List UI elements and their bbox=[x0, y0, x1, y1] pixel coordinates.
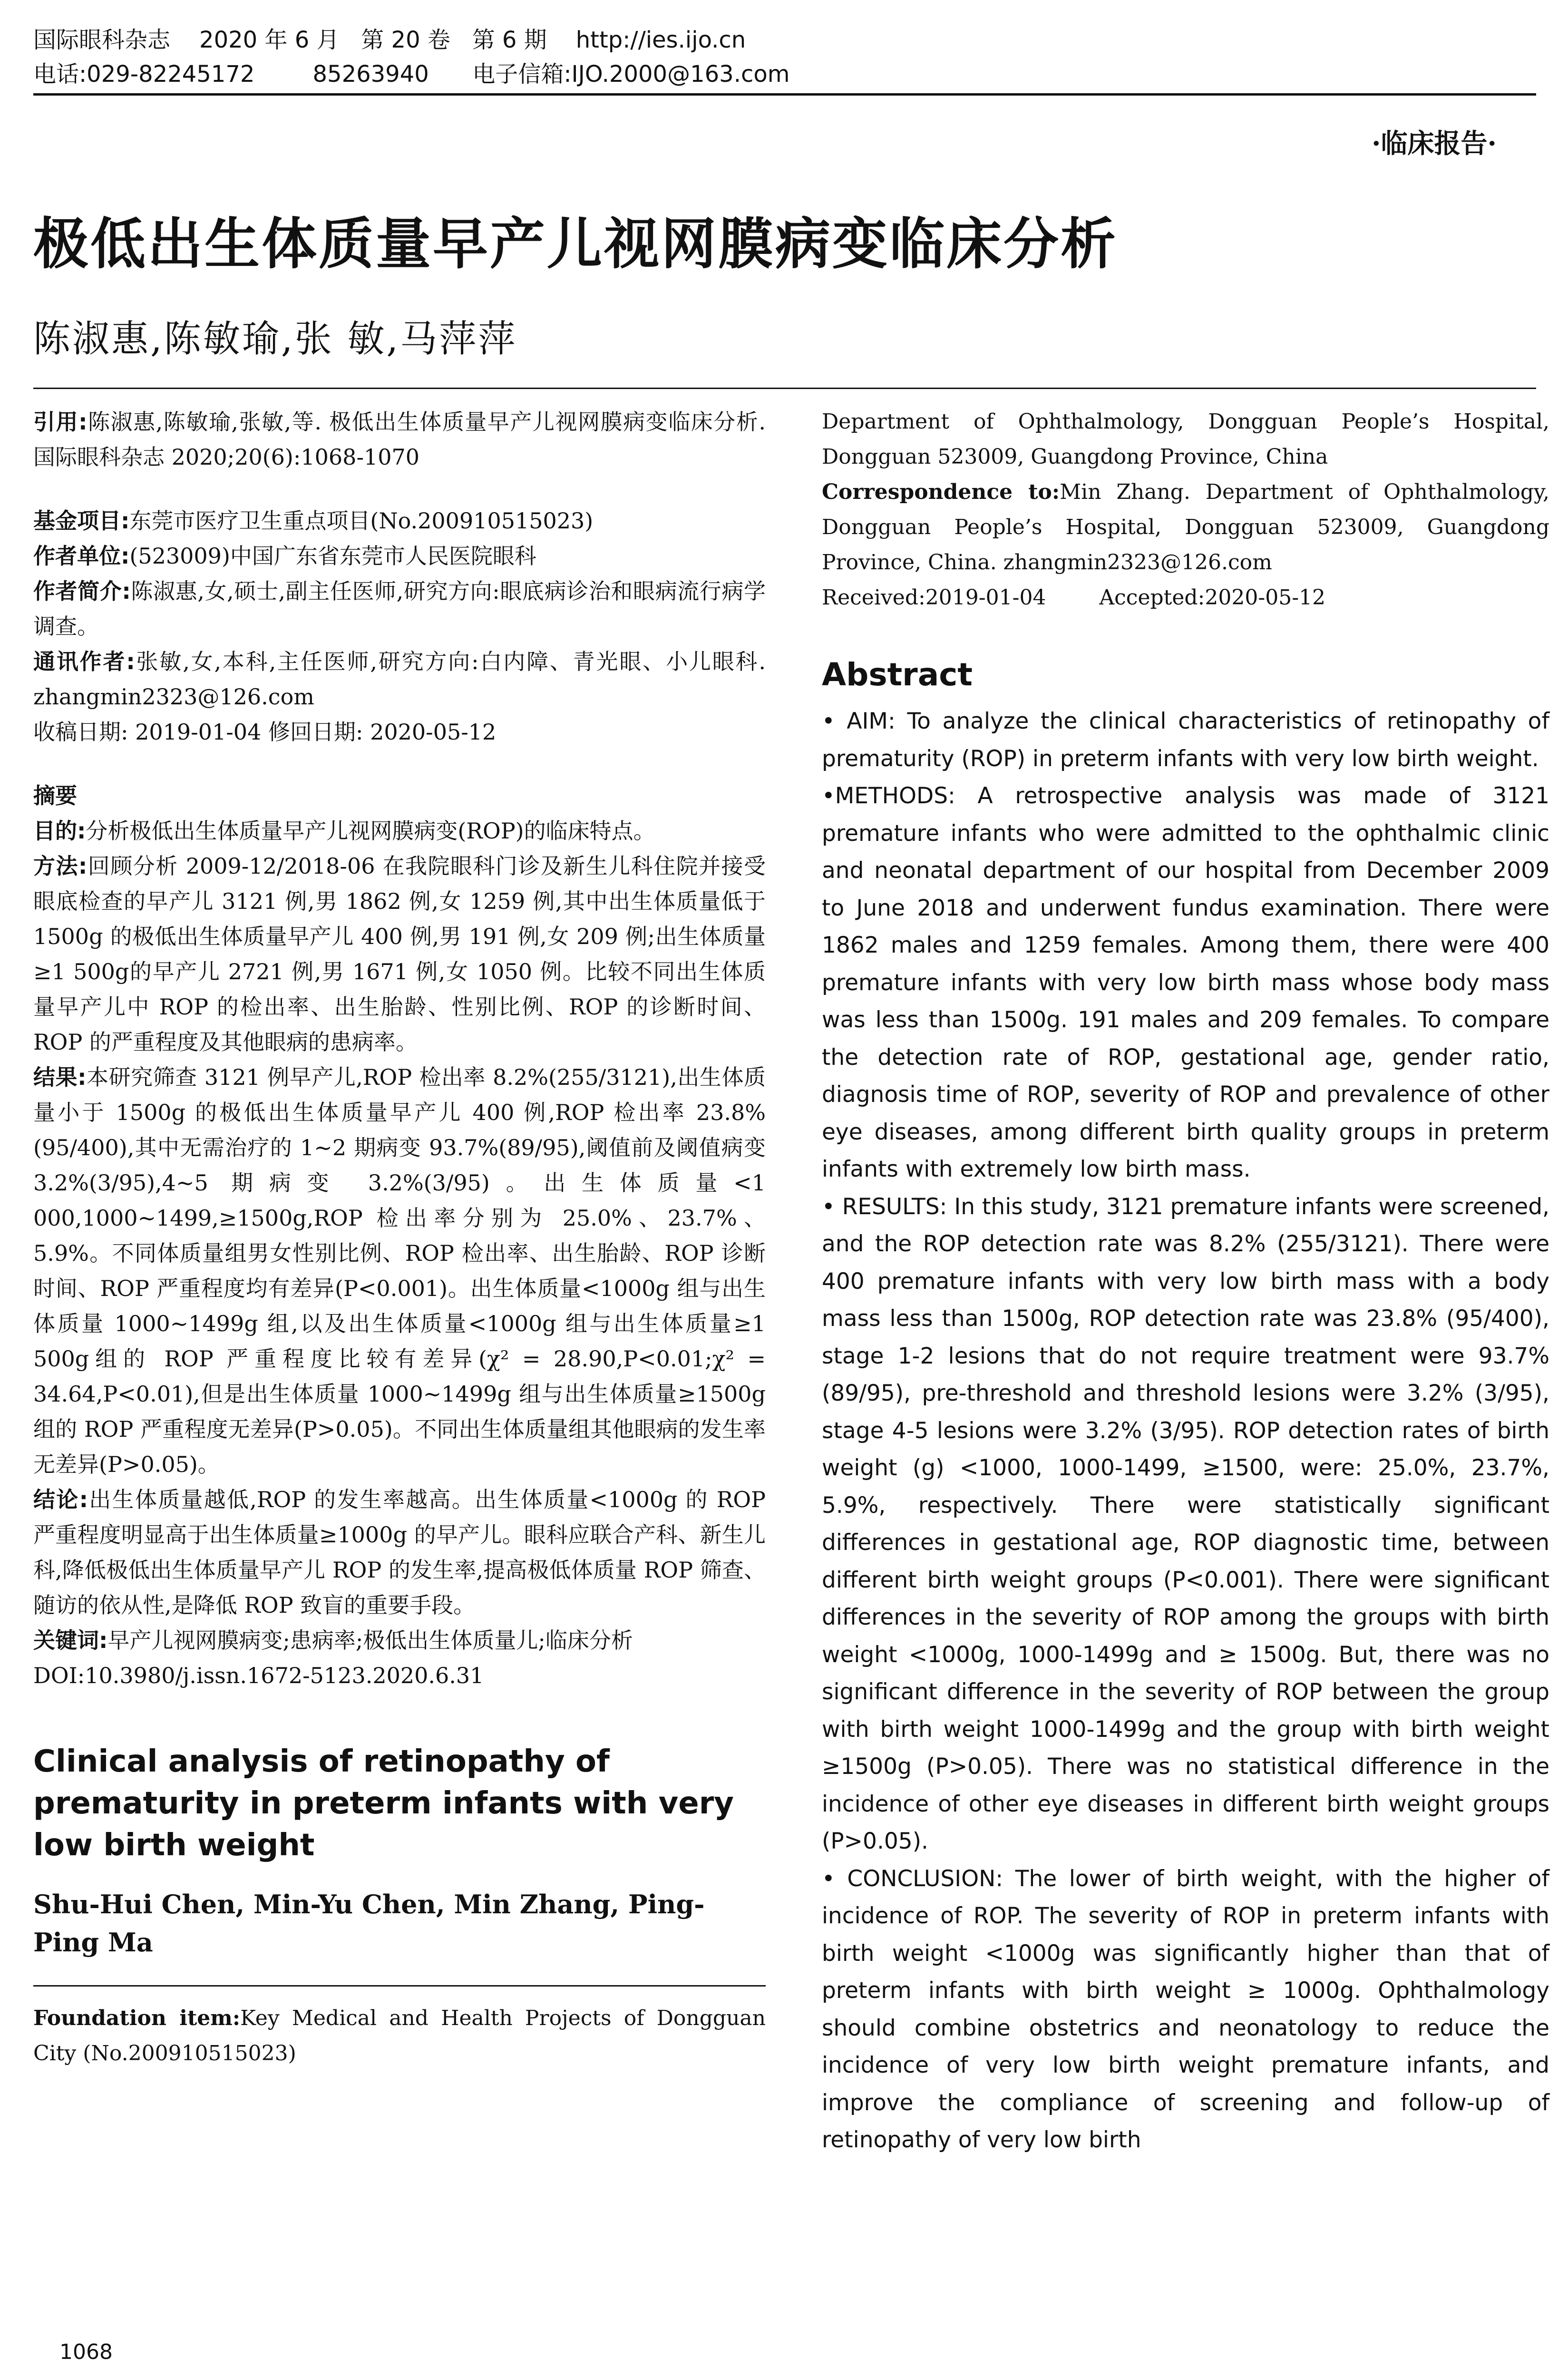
abstract-aim-cn bbox=[33, 813, 766, 848]
received-dates-en: Received:2019-01-04 Accepted:2020-05-12 bbox=[822, 585, 1326, 610]
header-line-1: 国际眼科杂志 2020 年 6 月 第 20 卷 第 6 期 http://ies.ijo.cn bbox=[33, 27, 746, 53]
abstract-text: 出生体质量越低,ROP 的发生率越高。出生体质量<1000g 的 ROP 严重程度明显高于出生体质量≥1000g 的早产儿。眼科应联合产科、新生儿科,降低极低出生体质量早产儿 ROP 的发生率,提高极低体质量 ROP 筛查、随访的依从性,是降低 ROP 致盲的重要手段。 bbox=[33, 1487, 766, 1618]
abstract-methods-en: •METHODS: A retrospective analysis was made of 3121 premature infants who were admitted to the ophthalmic clinic and neonatal department of our hospital from December 2009 to June 2018 and underwent fundus examination. There were 1862 males and 1259 females. Among them, there were 400 premature infants with very low birth mass whose body mass was less than 1500g. 191 males and 209 females. To compare the detection rate of ROP, gestational age, gender ratio, diagnosis time of ROP, severity of ROP and prevalence of other eye diseases, among different birth quality groups in preterm infants with extremely low birth mass. bbox=[822, 783, 1549, 1182]
page-number: 1068 bbox=[59, 2340, 113, 2364]
foundation-label: Foundation item: bbox=[33, 2006, 241, 2030]
meta-text: 陈淑惠,女,硕士,副主任医师,研究方向:眼底病诊治和眼病流行病学调查。 bbox=[33, 578, 766, 639]
received-dates-cn: 收稿日期: 2019-01-04 修回日期: 2020-05-12 bbox=[33, 719, 497, 745]
meta-affiliation bbox=[33, 538, 766, 574]
abstract-heading-text: 摘要 bbox=[33, 783, 77, 809]
abstract-label: 方法: bbox=[33, 853, 88, 879]
authors-cn: 陈淑惠,陈敏瑜,张 敏,马萍萍 bbox=[33, 318, 517, 360]
abstract-label: 关键词: bbox=[33, 1627, 108, 1653]
right-column bbox=[822, 404, 1549, 2159]
meta-label: 作者简介: bbox=[33, 578, 131, 604]
abstract-results-cn bbox=[33, 1060, 766, 1482]
meta-label: 基金项目: bbox=[33, 508, 130, 534]
journal-header bbox=[33, 23, 1531, 91]
header-line-2: 电话:029-82245172 85263940 电子信箱:IJO.2000@163.com bbox=[33, 61, 790, 88]
meta-text: 东莞市医疗卫生重点项目(No.200910515023) bbox=[129, 508, 594, 534]
abstract-label: 结论: bbox=[33, 1487, 88, 1512]
foundation-item bbox=[33, 2001, 766, 2071]
abstract-results-en: • RESULTS: In this study, 3121 premature infants were screened, and the ROP detection rate was 8.2% (255/3121). There were 400 premature infants with very low birth mass with a body mass less than 1500g, ROP detection rate was 23.8% (95/400), stage 1-2 lesions that do not require treatment were 93.7% (89/95), pre-threshold and threshold lesions were 3.2% (3/95), stage 4-5 lesions were 3.2% (3/95). ROP detection rates of birth weight (g) <1000, 1000-1499, ≥1500, were: 25.0%, 23.7%, 5.9%, respectively. There were statistically significant differences in gestational age, ROP diagnostic time, between different birth weight groups (P<0.001). There were significant differences in the severity of ROP among the groups with birth weight <1000g, 1000-1499g and ≥ 1500g. But, there was no significant difference in the severity of ROP between the group with birth weight 1000-1499g and the group with birth weight ≥1500g (P>0.05). There was no statistical difference in the incidence of other eye diseases in different birth weight groups (P>0.05). bbox=[822, 1193, 1549, 1854]
left-column bbox=[33, 404, 766, 2071]
abstract-text: 回顾分析 2009-12/2018-06 在我院眼科门诊及新生儿科住院并接受眼底检查的早产儿 3121 例,男 1862 例,女 1259 例,其中出生体质量低于 1500g 的极低出生体质量早产儿 400 例,男 191 例,女 209 例;出生体质量≥1 500g的早产儿 2721 例,男 1671 例,女 1050 例。比较不同出生体质量早产儿中 ROP 的检出率、出生胎龄、性别比例、ROP 的诊断时间、ROP 的严重程度及其他眼病的患病率。 bbox=[33, 853, 766, 1055]
meta-label: 通讯作者: bbox=[33, 649, 135, 674]
meta-text: 张敏,女,本科,主任医师,研究方向:白内障、青光眼、小儿眼科. zhangmin2323@126.com bbox=[33, 649, 766, 710]
footnote-rule bbox=[33, 1985, 766, 1987]
abstract-heading-en: Abstract bbox=[822, 656, 973, 693]
abstract-label: 目的: bbox=[33, 818, 86, 844]
abstract-aim-en: • AIM: To analyze the clinical characteristics of retinopathy of prematurity (ROP) in preterm infants with very low birth weight. bbox=[822, 708, 1549, 772]
abstract-label: 结果: bbox=[33, 1064, 87, 1090]
abstract-methods-cn bbox=[33, 848, 766, 1060]
abstract-conclusion-cn bbox=[33, 1482, 766, 1623]
correspondence-label: Correspondence to: bbox=[822, 480, 1060, 504]
foundation-text: Key Medical and Health Projects of Dongguan City (No.200910515023) bbox=[33, 2006, 766, 2065]
article-title-en: Clinical analysis of retinopathy of prematurity in preterm infants with very low birth weight bbox=[33, 1744, 734, 1863]
correspondence-en bbox=[822, 475, 1549, 580]
header-rule bbox=[33, 93, 1536, 96]
meta-author-bio bbox=[33, 574, 766, 644]
meta-funding bbox=[33, 503, 766, 538]
meta-label: 作者单位: bbox=[33, 543, 130, 569]
department-en: Department of Ophthalmology, Dongguan People’s Hospital, Dongguan 523009, Guangdong Province, China bbox=[822, 409, 1549, 469]
correspondence-text: Min Zhang. Department of Ophthalmology, Dongguan People’s Hospital, Dongguan 523009, Guangdong Province, China. zhangmin2323@126.com bbox=[822, 480, 1549, 575]
keywords-cn bbox=[33, 1623, 766, 1658]
section-label: ·临床报告· bbox=[1372, 128, 1497, 159]
citation bbox=[33, 404, 766, 475]
abstract-heading-cn bbox=[33, 778, 766, 813]
article-title-cn: 极低出生体质量早产儿视网膜病变临床分析 bbox=[33, 212, 1118, 276]
authors-en: Shu-Hui Chen, Min-Yu Chen, Min Zhang, Ping-Ping Ma bbox=[33, 1889, 705, 1958]
abstract-text: 早产儿视网膜病变;患病率;极低出生体质量儿;临床分析 bbox=[107, 1627, 633, 1653]
abstract-text: 分析极低出生体质量早产儿视网膜病变(ROP)的临床特点。 bbox=[86, 818, 655, 844]
meta-correspondence bbox=[33, 644, 766, 714]
meta-text: (523009)中国广东省东莞市人民医院眼科 bbox=[129, 543, 536, 569]
citation-label: 引用: bbox=[33, 409, 88, 435]
citation-text: 陈淑惠,陈敏瑜,张敏,等. 极低出生体质量早产儿视网膜病变临床分析. 国际眼科杂志 2020;20(6):1068-1070 bbox=[33, 409, 766, 470]
title-rule bbox=[33, 388, 1536, 389]
abstract-text: 本研究筛查 3121 例早产儿,ROP 检出率 8.2%(255/3121),出生体质量小于 1500g 的极低出生体质量早产儿 400 例,ROP 检出率 23.8%(95/400),其中无需治疗的 1~2 期病变 93.7%(89/95),阈值前及阈值病变 3.2%(3/95),4~5 期病变 3.2%(3/95)。出生体质量<1 000,1000~1499,≥1500g,ROP 检出率分别为 25.0%、23.7%、5.9%。不同体质量组男女性别比例、ROP 检出率、出生胎龄、ROP 诊断时间、ROP 严重程度均有差异(P<0.001)。出生体质量<1000g 组与出生体质量 1000~1499g 组,以及出生体质量<1000g 组与出生体质量≥1 500g组的 ROP 严重程度比较有差异(χ² = 28.90,P<0.01;χ² = 34.64,P<0.01),但是出生体质量 1000~1499g 组与出生体质量≥1500g 组的 ROP 严重程度无差异(P>0.05)。不同出生体质量组其他眼病的发生率无差异(P>0.05)。 bbox=[33, 1064, 766, 1477]
abstract-conclusion-en: • CONCLUSION: The lower of birth weight, with the higher of incidence of ROP. The severity of ROP in preterm infants with birth weight <1000g was significantly higher than that of preterm infants with birth weight ≥ 1000g. Ophthalmology should combine obstetrics and neonatology to reduce the incidence of very low birth weight premature infants, and improve the compliance of screening and follow-up of retinopathy of very low birth bbox=[822, 1865, 1549, 2153]
doi: DOI:10.3980/j.issn.1672-5123.2020.6.31 bbox=[33, 1663, 484, 1688]
